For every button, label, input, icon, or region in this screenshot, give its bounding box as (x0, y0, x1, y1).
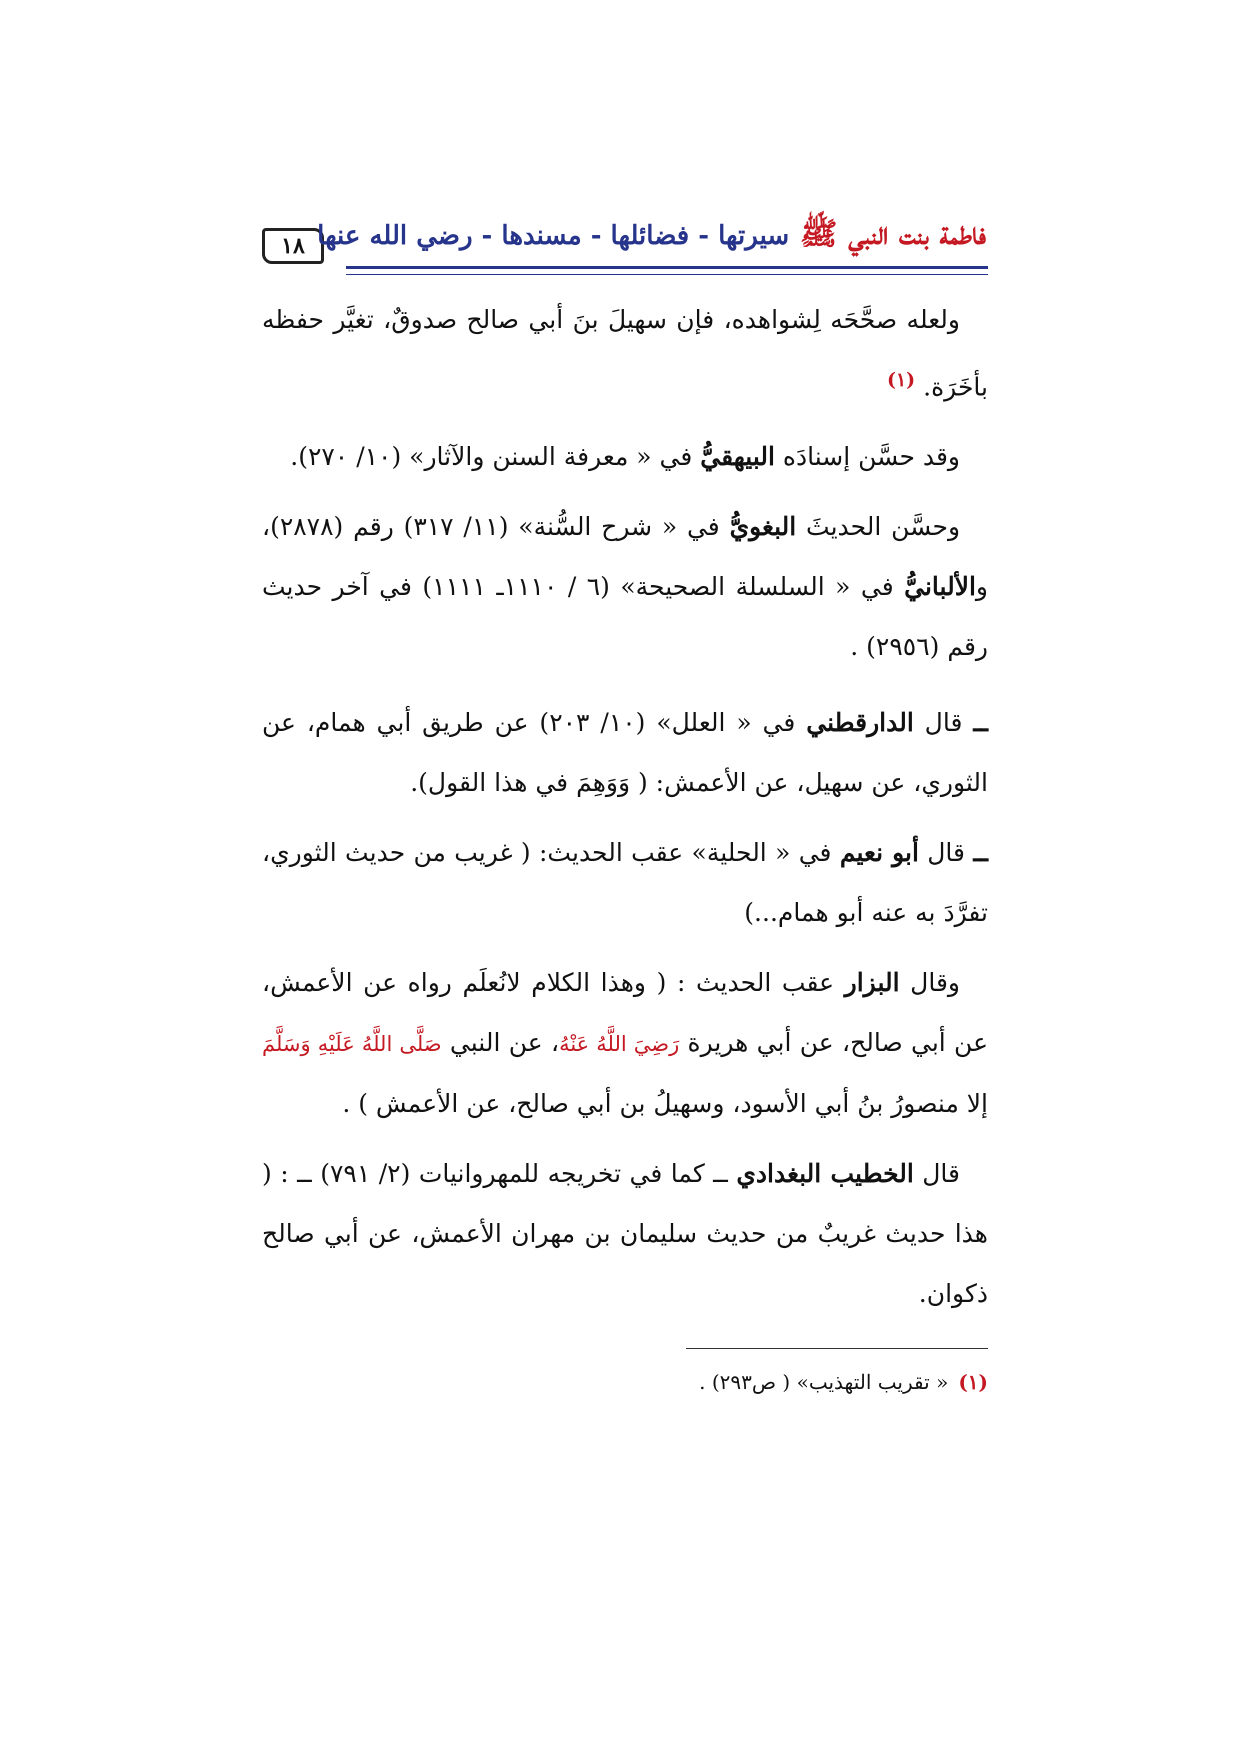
paragraph-5-text-end: في « الحلية» عقب الحديث: ( غريب من حديث الثوري، تفرَّدَ به عنه أبو همام...) (262, 838, 988, 928)
paragraph-4-text: قال (913, 708, 974, 738)
paragraph-1-text: ولعله صحَّحَه لِشواهده، فإن سهيلَ بنَ أبي صالح صدوقٌ، تغيَّر حفظه بأخَرَة. (262, 305, 988, 402)
footnote-rule (686, 1348, 988, 1349)
narrator-abu-nuaym: أبو نعيم (839, 838, 919, 868)
header-rule (346, 266, 988, 275)
paragraph-7-text: قال (913, 1159, 960, 1189)
honorific-salawat: صَلَّى اللَّهُ عَلَيْهِ وَسَلَّمَ (262, 1032, 442, 1057)
paragraph-3-text-mid: في « شرح السُّنة» (١١/ ٣١٧) رقم (٢٨٧٨)، و (262, 512, 988, 602)
paragraph-2-text: وقد حسَّن إسنادَه (774, 442, 960, 472)
paragraph-2-text-end: في « معرفة السنن والآثار» (١٠/ ٢٧٠). (290, 442, 701, 472)
paragraph-6-text: وقال (899, 968, 960, 998)
page-number: ١٨ (262, 228, 324, 264)
paragraph-5-dash: ــ (973, 838, 988, 868)
paragraph-6-text-mid2: ، عن النبي (441, 1028, 560, 1058)
paragraph-4-dash: ــ (973, 708, 988, 738)
paragraph-1 (262, 290, 988, 417)
paragraph-5-text: قال (918, 838, 974, 868)
body-text (262, 290, 988, 1334)
paragraph-3-text-end: في « السلسلة الصحيحة» (٦ / ١١١٠ـ ١١١١) في آخر حديث رقم (٢٩٥٦) . (262, 572, 988, 662)
paragraph-6-text-end: إلا منصورُ بنُ أبي الأسود، وسهيلُ بن أبي صالح، عن الأعمش ) . (342, 1089, 988, 1119)
paragraph-5 (262, 823, 988, 943)
paragraph-7-text-end: ــ كما في تخريجه للمهروانيات (٢/ ٧٩١) ــ : ( هذا حديث غريبٌ من حديث سليمان بن مهران الأعمش، عن أبي صالح ذكوان. (262, 1159, 988, 1309)
paragraph-4-text-end: في « العلل» (١٠/ ٢٠٣) عن طريق أبي همام، عن الثوري، عن سهيل، عن الأعمش: ( وَوَهِمَ في هذا القول). (262, 708, 988, 798)
narrator-daraqutni: الدارقطني (806, 708, 914, 738)
paragraph-4 (262, 693, 988, 813)
honorific-radiyallahu-anhu: رَضِيَ اللَّهُ عَنْهُ (559, 1032, 680, 1057)
running-title (317, 210, 986, 262)
footnote (562, 1362, 988, 1402)
paragraph-2 (262, 427, 988, 487)
page-header (262, 210, 988, 270)
narrator-khatib-baghdadi: الخطيب البغدادي (736, 1159, 914, 1189)
narrator-bayhaqi: البيهقيُّ (700, 442, 775, 472)
paragraph-6-text-mid: عقب الحديث : ( وهذا الكلام لانُعلَم رواه عن الأعمش، عن أبي صالح، عن أبي هريرة (262, 968, 988, 1058)
footnote-ref: (١) (886, 369, 916, 391)
running-title-main: فاطمة بنت النبي ﷺ (800, 216, 986, 252)
paragraph-3-text: وحسَّن الحديثَ (796, 512, 961, 542)
narrator-baghawi: البغويُّ (729, 512, 797, 542)
paragraph-7 (262, 1144, 988, 1324)
footnote-text: « تقريب التهذيب» ( ص٢٩٣) . (699, 1370, 949, 1394)
paragraph-6 (262, 953, 988, 1134)
narrator-bazzar: البزار (844, 968, 900, 998)
running-title-sub: سيرتها - فضائلها - مسندها - رضي الله عنها (317, 221, 790, 251)
narrator-albani: الألبانيُّ (904, 572, 976, 602)
footnote-number: (١) (958, 1370, 988, 1394)
paragraph-3 (262, 497, 988, 677)
